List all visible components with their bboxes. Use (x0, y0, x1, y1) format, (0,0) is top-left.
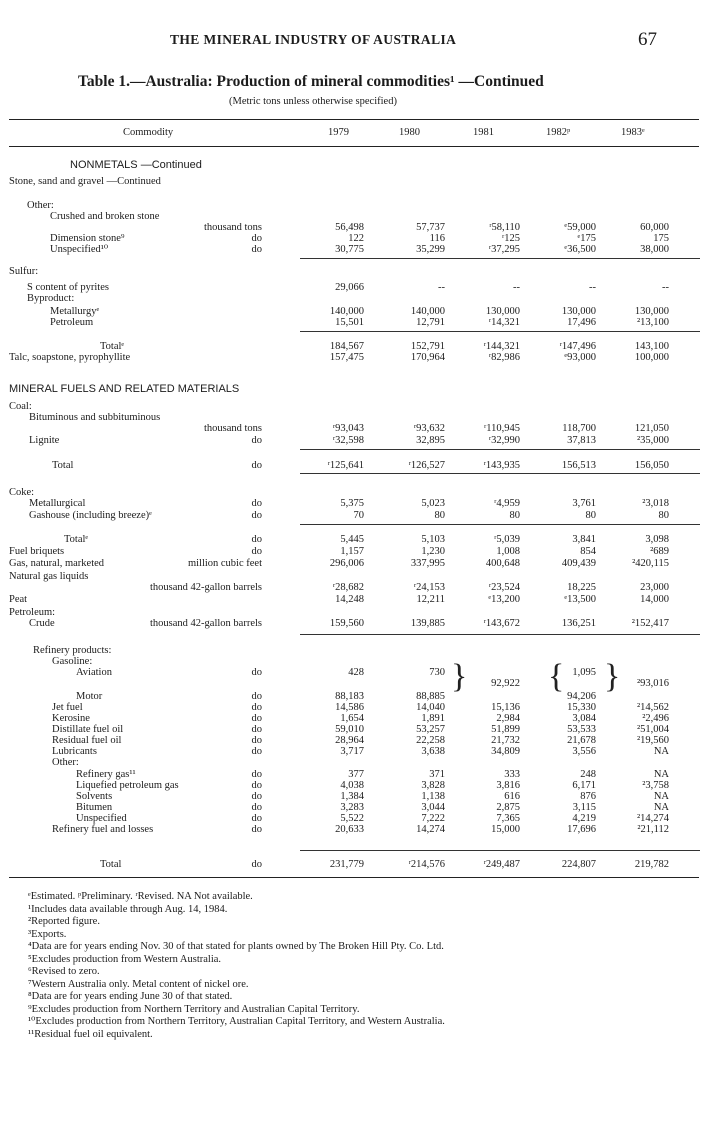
commodity-label: Coke: (9, 487, 35, 498)
value-cell: NA (653, 746, 669, 757)
underline-coal (300, 449, 700, 450)
value-cell: -- (513, 282, 520, 293)
commodity-label: Stone, sand and gravel —Continued (9, 176, 161, 187)
commodity-label: Total (100, 859, 122, 870)
unit-label: do (251, 244, 262, 255)
table-row (0, 509, 712, 522)
column-header-1983: 1983ᵉ (621, 127, 645, 138)
table-row (0, 858, 712, 871)
unit-label: do (251, 769, 262, 780)
table-row (0, 351, 712, 364)
value-cell: 17,496 (567, 317, 596, 328)
footnote: ¹¹Residual fuel oil equivalent. (28, 1028, 153, 1040)
value-cell: 21,732 (491, 735, 520, 746)
commodity-label: Metallurgical (29, 498, 86, 509)
page-number: 67 (638, 29, 657, 50)
value-cell: -- (438, 282, 445, 293)
commodity-label: Gasoline: (52, 656, 93, 667)
value-cell: 80 (585, 510, 596, 521)
value-cell: 1,138 (421, 791, 445, 802)
commodity-label: Residual fuel oil (52, 735, 122, 746)
value-cell: 70 (353, 510, 364, 521)
commodity-label: Motor (76, 691, 103, 702)
value-cell: 139,885 (410, 618, 445, 629)
underline-refinery (300, 850, 700, 851)
underline-stone (300, 258, 700, 259)
value-cell: 1,095 (572, 667, 596, 678)
value-cell: 18,225 (567, 582, 596, 593)
value-cell: 616 (504, 791, 520, 802)
value-cell: 29,066 (335, 282, 364, 293)
value-cell: ²420,115 (632, 558, 669, 569)
value-cell: NA (653, 791, 669, 802)
brace-right-1980: } (451, 658, 468, 695)
value-cell: 159,560 (329, 618, 364, 629)
underline-crude (300, 634, 700, 635)
value-cell: 130,000 (485, 306, 520, 317)
value-cell: 92,922 (491, 678, 520, 689)
value-cell: 400,648 (485, 558, 520, 569)
value-cell: ʳ93,043 (332, 423, 364, 434)
value-cell: 14,586 (335, 702, 364, 713)
value-cell: 15,000 (491, 824, 520, 835)
value-cell: NA (653, 802, 669, 813)
value-cell: 20,633 (335, 824, 364, 835)
value-cell: 30,775 (335, 244, 364, 255)
value-cell: 5,375 (340, 498, 364, 509)
brace-right-1982: } (604, 658, 621, 695)
value-cell: 175 (653, 233, 669, 244)
value-cell: 333 (504, 769, 520, 780)
value-cell: ²689 (650, 546, 669, 557)
value-cell: 1,654 (340, 713, 364, 724)
table-row (0, 617, 712, 630)
commodity-label: Sulfur: (9, 266, 39, 277)
table-row (0, 243, 712, 256)
commodity-label: Bituminous and subbituminous (29, 412, 161, 423)
value-cell: 60,000 (640, 222, 669, 233)
value-cell: ²93,016 (636, 678, 669, 689)
value-cell: -- (662, 282, 669, 293)
unit-label: do (251, 498, 262, 509)
commodity-label: Natural gas liquids (9, 571, 89, 582)
value-cell: 143,100 (634, 341, 669, 352)
table-bottom-rule (9, 877, 699, 878)
footnote: ³Exports. (28, 928, 67, 940)
value-cell: 12,791 (416, 317, 445, 328)
unit-label: do (251, 435, 262, 446)
unit-label: thousand tons (203, 423, 262, 434)
table-row (0, 175, 712, 188)
unit-label: do (251, 724, 262, 735)
value-cell: 3,841 (572, 534, 596, 545)
unit-label: do (251, 233, 262, 244)
column-header-1980: 1980 (399, 127, 420, 138)
commodity-label: Other: (52, 757, 79, 768)
value-cell: 156,050 (634, 460, 669, 471)
commodity-label: Totalᵉ (100, 341, 125, 352)
value-cell: 56,498 (335, 222, 364, 233)
value-cell: 59,010 (335, 724, 364, 735)
commodity-label: Lignite (29, 435, 60, 446)
value-cell: ²21,112 (637, 824, 669, 835)
value-cell: 337,995 (410, 558, 445, 569)
underline-coke (300, 524, 700, 525)
underline-coal-total (300, 473, 700, 474)
value-cell: 118,700 (562, 423, 596, 434)
value-cell: 184,567 (329, 341, 364, 352)
value-cell: 3,828 (421, 780, 445, 791)
value-cell: ²19,560 (636, 735, 669, 746)
value-cell: 53,257 (416, 724, 445, 735)
footnote: ⁵Excludes production from Western Australia. (28, 953, 222, 965)
unit-label: do (251, 713, 262, 724)
commodity-label: S content of pyrites (27, 282, 109, 293)
value-cell: 15,501 (335, 317, 364, 328)
commodity-label: Liquefied petroleum gas (76, 780, 179, 791)
value-cell: ²152,417 (631, 618, 669, 629)
commodity-label: Peat (9, 594, 28, 605)
column-header-1982: 1982ᵖ (546, 127, 571, 138)
value-cell: ʳ5,039 (494, 534, 520, 545)
commodity-label: Petroleum (50, 317, 94, 328)
value-cell: 730 (429, 667, 445, 678)
value-cell: ²14,274 (636, 813, 669, 824)
commodity-label: Totalᵉ (64, 534, 89, 545)
commodity-label: Fuel briquets (9, 546, 65, 557)
unit-label: million cubic feet (187, 558, 262, 569)
value-cell: 15,136 (491, 702, 520, 713)
column-header-1981: 1981 (473, 127, 494, 138)
value-cell: 100,000 (634, 352, 669, 363)
footnote: ⁴Data are for years ending Nov. 30 of that stated for plants owned by The Broken Hill Pty. Co. Ltd. (28, 941, 444, 952)
value-cell: ᵉ36,500 (564, 244, 596, 255)
value-cell: 854 (580, 546, 596, 557)
commodity-label: Petroleum: (9, 607, 56, 618)
commodity-label: Coal: (9, 401, 32, 412)
value-cell: ʳ214,576 (408, 859, 445, 870)
value-cell: 5,522 (340, 813, 364, 824)
value-cell: 1,230 (421, 546, 445, 557)
value-cell: 17,696 (567, 824, 596, 835)
value-cell: ʳ93,632 (413, 423, 445, 434)
value-cell: ʳ58,110 (489, 222, 520, 233)
value-cell: NA (653, 769, 669, 780)
value-cell: 121,050 (634, 423, 669, 434)
value-cell: 248 (580, 769, 596, 780)
unit-label: do (251, 802, 262, 813)
value-cell: ²3,018 (642, 498, 669, 509)
unit-label: do (251, 460, 262, 471)
column-header-commodity: Commodity (123, 127, 174, 138)
value-cell: ʳ143,672 (483, 618, 520, 629)
value-cell: 14,248 (335, 594, 364, 605)
value-cell: 156,513 (561, 460, 596, 471)
value-cell: 28,964 (335, 735, 364, 746)
value-cell: 37,813 (567, 435, 596, 446)
value-cell: ʳ125,641 (327, 460, 364, 471)
value-cell: 5,023 (421, 498, 445, 509)
commodity-label: Gashouse (including breeze)ᵉ (29, 510, 152, 521)
value-cell: 1,008 (496, 546, 520, 557)
value-cell: -- (589, 282, 596, 293)
value-cell: 3,816 (496, 780, 520, 791)
value-cell: 7,365 (496, 813, 520, 824)
footnote: ⁷Western Australia only. Metal content of nickel ore. (28, 978, 249, 990)
commodity-label: Crude (29, 618, 55, 629)
value-cell: ²2,496 (642, 713, 669, 724)
value-cell: 3,115 (572, 802, 596, 813)
value-cell: 1,157 (340, 546, 364, 557)
value-cell: 3,044 (421, 802, 445, 813)
value-cell: ²3,758 (642, 780, 669, 791)
commodity-label: Unspecified (76, 813, 127, 824)
unit-label: thousand 42-gallon barrels (150, 582, 262, 593)
unit-label: thousand 42-gallon barrels (150, 618, 262, 629)
value-cell: 1,384 (340, 791, 364, 802)
table-row (0, 383, 712, 396)
value-cell: ʳ4,959 (494, 498, 520, 509)
table-row (0, 593, 712, 606)
value-cell: ʳ147,496 (559, 341, 596, 352)
value-cell: ʳ24,153 (413, 582, 445, 593)
value-cell: 88,183 (335, 691, 364, 702)
commodity-label: Refinery products: (33, 645, 112, 656)
table-title: Table 1.—Australia: Production of mineral commodities¹ —Continued (78, 73, 544, 90)
footnote: ᵉEstimated. ᵖPreliminary. ʳRevised. NA Not available. (28, 891, 253, 902)
unit-label: do (251, 780, 262, 791)
value-cell: 51,899 (491, 724, 520, 735)
table-row (0, 434, 712, 447)
value-cell: 12,211 (416, 594, 445, 605)
value-cell: 80 (434, 510, 445, 521)
value-cell: 35,299 (416, 244, 445, 255)
value-cell: 4,038 (340, 780, 364, 791)
brace-left-1982: { (548, 658, 565, 695)
value-cell: 377 (348, 769, 364, 780)
running-header-title: THE MINERAL INDUSTRY OF AUSTRALIA (170, 32, 457, 47)
value-cell: ʳ110,945 (483, 423, 520, 434)
value-cell: 14,274 (416, 824, 445, 835)
unit-label: do (251, 667, 262, 678)
commodity-label: Unspecified¹⁰ (50, 244, 109, 255)
value-cell: 94,206 (567, 691, 596, 702)
value-cell: 170,964 (410, 352, 445, 363)
value-cell: 157,475 (329, 352, 364, 363)
unit-label: do (251, 791, 262, 802)
table-row (0, 823, 712, 836)
value-cell: ʳ28,682 (332, 582, 364, 593)
footnote: ¹⁰Excludes production from Northern Territory, Australian Capital Territory, and Western Australia. (28, 1016, 445, 1027)
table-row (0, 265, 712, 278)
value-cell: 136,251 (561, 618, 596, 629)
value-cell: 57,737 (416, 222, 445, 233)
commodity-label: Crushed and broken stone (50, 211, 160, 222)
value-cell: ᵉ175 (577, 233, 596, 244)
value-cell: ᵉ59,000 (564, 222, 596, 233)
commodity-label: Bitumen (76, 802, 113, 813)
unit-label: do (251, 702, 262, 713)
value-cell: 3,556 (572, 746, 596, 757)
table-row (0, 159, 712, 172)
value-cell: 38,000 (640, 244, 669, 255)
commodity-label: Kerosine (52, 713, 90, 724)
unit-label: do (251, 735, 262, 746)
value-cell: 2,875 (496, 802, 520, 813)
table-row (0, 292, 712, 305)
value-cell: 428 (348, 667, 364, 678)
value-cell: 122 (348, 233, 364, 244)
value-cell: ʳ32,990 (488, 435, 520, 446)
column-header-1979: 1979 (328, 127, 349, 138)
value-cell: 876 (580, 791, 596, 802)
footnote: ²Reported figure. (28, 916, 100, 927)
value-cell: ²13,100 (636, 317, 669, 328)
value-cell: 1,891 (421, 713, 445, 724)
value-cell: 3,098 (645, 534, 669, 545)
commodity-label: Refinery gas¹¹ (76, 769, 136, 780)
unit-label: do (251, 859, 262, 870)
value-cell: 140,000 (410, 306, 445, 317)
unit-label: do (251, 691, 262, 702)
commodity-label: Dimension stone⁹ (50, 233, 125, 244)
footnote: ⁸Data are for years ending June 30 of that stated. (28, 991, 233, 1002)
value-cell: 5,103 (421, 534, 445, 545)
value-cell: 140,000 (329, 306, 364, 317)
value-cell: 80 (509, 510, 520, 521)
value-cell: ²35,000 (636, 435, 669, 446)
unit-label: do (251, 546, 262, 557)
value-cell: 5,445 (340, 534, 364, 545)
value-cell: ʳ126,527 (408, 460, 445, 471)
value-cell: 15,330 (567, 702, 596, 713)
value-cell: 80 (658, 510, 669, 521)
value-cell: ʳ144,321 (483, 341, 520, 352)
footnote: ⁹Excludes production from Northern Territory and Australian Capital Territory. (28, 1003, 360, 1015)
unit-label: do (251, 824, 262, 835)
commodity-label: Refinery fuel and losses (52, 824, 154, 835)
commodity-label: Jet fuel (52, 702, 83, 713)
value-cell: 23,000 (640, 582, 669, 593)
commodity-label: Distillate fuel oil (52, 724, 124, 735)
value-cell: 224,807 (561, 859, 596, 870)
unit-label: do (251, 510, 262, 521)
value-cell: 3,084 (572, 713, 596, 724)
value-cell: 152,791 (410, 341, 445, 352)
value-cell: 219,782 (634, 859, 669, 870)
value-cell: ʳ37,295 (488, 244, 520, 255)
table-row (0, 459, 712, 472)
unit-label: do (251, 813, 262, 824)
commodity-label: Talc, soapstone, pyrophyllite (9, 352, 131, 363)
commodity-label: Other: (27, 200, 54, 211)
footnotes (28, 891, 445, 1041)
unit-label: thousand tons (203, 222, 262, 233)
value-cell: ʳ249,487 (483, 859, 520, 870)
commodity-label: Total (52, 460, 74, 471)
commodity-label: Byproduct: (27, 293, 75, 304)
commodity-label: Aviation (76, 667, 112, 678)
value-cell: 3,283 (340, 802, 364, 813)
value-cell: 296,006 (329, 558, 364, 569)
value-cell: ʳ23,524 (488, 582, 520, 593)
commodity-label: MINERAL FUELS AND RELATED MATERIALS (9, 383, 240, 395)
value-cell: 130,000 (634, 306, 669, 317)
value-cell: 32,895 (416, 435, 445, 446)
table-subtitle: (Metric tons unless otherwise specified) (229, 96, 397, 107)
value-cell: 2,984 (496, 713, 520, 724)
value-cell: 3,761 (572, 498, 596, 509)
value-cell: 116 (429, 233, 445, 244)
value-cell: 231,779 (329, 859, 364, 870)
commodity-label: Gas, natural, marketed (9, 558, 105, 569)
footnote: ¹Includes data available through Aug. 14, 1984. (28, 903, 228, 915)
value-cell: 409,439 (561, 558, 596, 569)
value-cell: 6,171 (572, 780, 596, 791)
value-cell: 7,222 (421, 813, 445, 824)
unit-label: do (251, 746, 262, 757)
value-cell: 3,717 (340, 746, 364, 757)
value-cell: 3,638 (421, 746, 445, 757)
value-cell: ²14,562 (636, 702, 669, 713)
value-cell: ᵉ13,200 (488, 594, 520, 605)
value-cell: 34,809 (491, 746, 520, 757)
value-cell: ʳ32,598 (332, 435, 364, 446)
value-cell: 22,258 (416, 735, 445, 746)
value-cell: 53,533 (567, 724, 596, 735)
value-cell: 88,885 (416, 691, 445, 702)
commodity-label: Solvents (76, 791, 113, 802)
value-cell: 130,000 (561, 306, 596, 317)
value-cell: 14,000 (640, 594, 669, 605)
value-cell: ʳ143,935 (483, 460, 520, 471)
value-cell: ʳ82,986 (488, 352, 520, 363)
table-row (0, 316, 712, 329)
commodity-label: NONMETALS —Continued (70, 159, 202, 171)
commodity-label: Lubricants (52, 746, 97, 757)
underline-sulfur (300, 331, 700, 332)
value-cell: ²51,004 (636, 724, 669, 735)
value-cell: 21,678 (567, 735, 596, 746)
value-cell: ʳ14,321 (488, 317, 520, 328)
value-cell: ᵉ93,000 (564, 352, 596, 363)
value-cell: 371 (429, 769, 445, 780)
value-cell: ʳ125 (501, 233, 520, 244)
footnote: ⁶Revised to zero. (28, 966, 100, 977)
commodity-label: Metallurgyᵉ (50, 306, 100, 317)
value-cell: ᵉ13,500 (564, 594, 596, 605)
value-cell: 4,219 (572, 813, 596, 824)
unit-label: do (251, 534, 262, 545)
value-cell: 14,040 (416, 702, 445, 713)
table-row (0, 557, 712, 570)
